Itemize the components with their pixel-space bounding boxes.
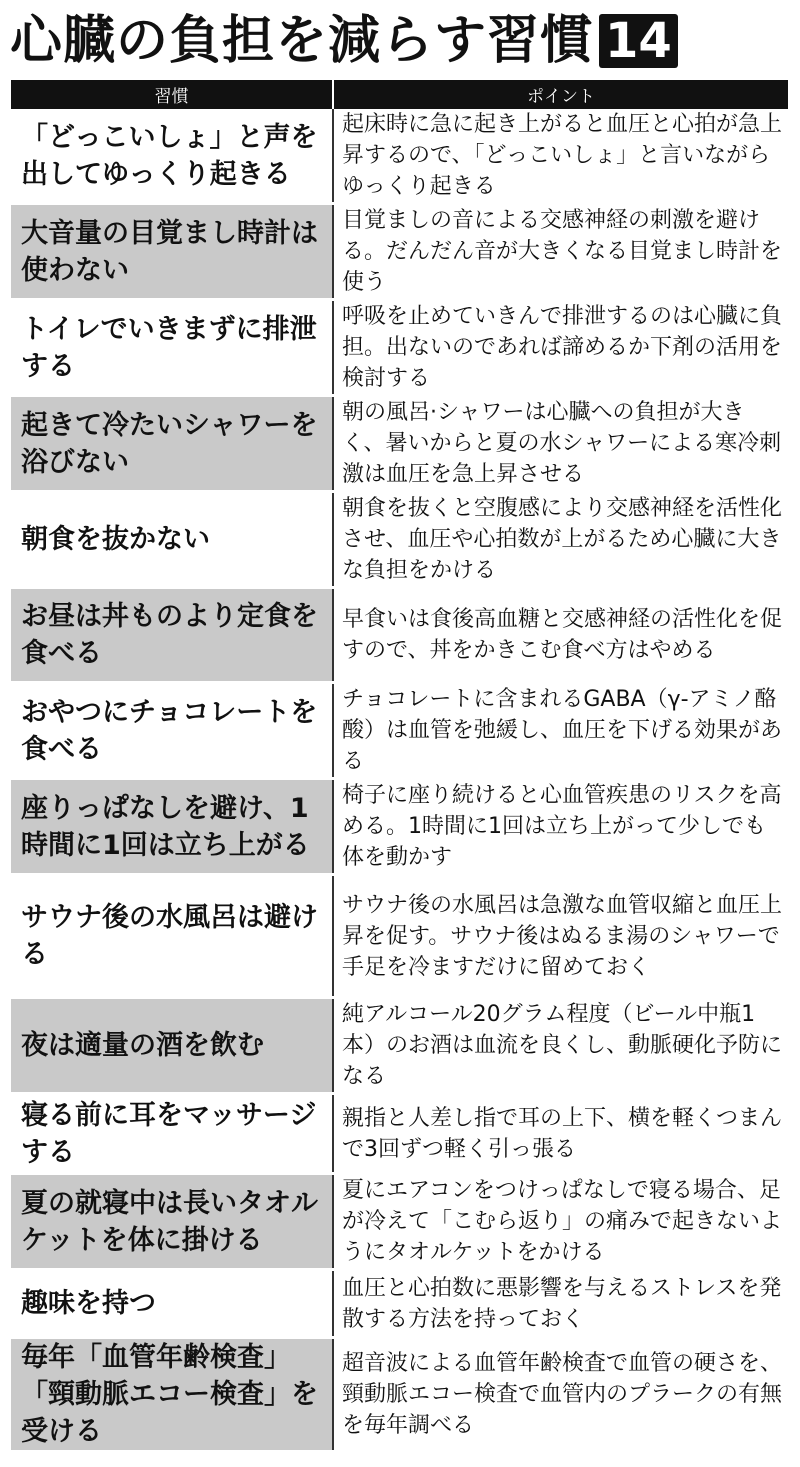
point-cell: 親指と人差し指で耳の上下、横を軽くつまんで3回ずつ軽く引っ張る	[333, 1094, 788, 1174]
point-cell: 夏にエアコンをつけっぱなしで寝る場合、足が冷えて「こむら返り」の痛みで起きないようにタオルケットをかける	[333, 1174, 788, 1270]
habits-table	[11, 80, 788, 1453]
table-row	[11, 492, 788, 588]
table-row	[11, 204, 788, 300]
habit-cell: 朝食を抜かない	[11, 492, 333, 588]
point-cell: 超音波による血管年齢検査で血管の硬さを、頸動脈エコー検査で血管内のプラークの有無を毎年調べる	[333, 1338, 788, 1452]
table-row	[11, 1094, 788, 1174]
table-row	[11, 588, 788, 683]
point-cell: サウナ後の水風呂は急激な血管収縮と血圧上昇を促す。サウナ後はぬるま湯のシャワーで手足を冷ますだけに留めておく	[333, 875, 788, 998]
habit-cell: 夜は適量の酒を飲む	[11, 998, 333, 1094]
table-row	[11, 300, 788, 396]
habit-cell: お昼は丼ものより定食を食べる	[11, 588, 333, 683]
habit-cell: 座りっぱなしを避け、1時間に1回は立ち上がる	[11, 779, 333, 875]
table-header-row	[11, 80, 788, 109]
table-row	[11, 109, 788, 204]
point-cell: 血圧と心拍数に悪影響を与えるストレスを発散する方法を持っておく	[333, 1270, 788, 1338]
habit-cell: 毎年「血管年齢検査」「頸動脈エコー検査」を受ける	[11, 1338, 333, 1452]
header-point: ポイント	[333, 80, 788, 109]
point-cell: 起床時に急に起き上がると血圧と心拍が急上昇するので、「どっこいしょ」と言いながらゆっくり起きる	[333, 109, 788, 204]
table-row	[11, 1270, 788, 1338]
habit-cell: 趣味を持つ	[11, 1270, 333, 1338]
point-cell: 早食いは食後高血糖と交感神経の活性化を促すので、丼をかきこむ食べ方はやめる	[333, 588, 788, 683]
point-cell: 朝食を抜くと空腹感により交感神経を活性化させ、血圧や心拍数が上がるため心臓に大きな負担をかける	[333, 492, 788, 588]
habit-cell: 起きて冷たいシャワーを浴びない	[11, 396, 333, 492]
point-cell: チョコレートに含まれるGABA（γ-アミノ酪酸）は血管を弛緩し、血圧を下げる効果がある	[333, 683, 788, 779]
table-row	[11, 396, 788, 492]
point-cell: 呼吸を止めていきんで排泄するのは心臓に負担。出ないのであれば諦めるか下剤の活用を検討する	[333, 300, 788, 396]
page-title	[10, 8, 678, 74]
habit-cell: 大音量の目覚まし時計は使わない	[11, 204, 333, 300]
header-habit: 習慣	[11, 80, 333, 109]
table-row	[11, 998, 788, 1094]
habit-cell: 夏の就寝中は長いタオルケットを体に掛ける	[11, 1174, 333, 1270]
title-text: 心臓の負担を減らす習慣	[10, 11, 594, 71]
habit-cell: サウナ後の水風呂は避ける	[11, 875, 333, 998]
table-row	[11, 1338, 788, 1452]
habit-cell: 寝る前に耳をマッサージする	[11, 1094, 333, 1174]
habit-cell: トイレでいきまずに排泄する	[11, 300, 333, 396]
point-cell: 純アルコール20グラム程度（ビール中瓶1本）のお酒は血流を良くし、動脈硬化予防になる	[333, 998, 788, 1094]
table-row	[11, 875, 788, 998]
title-number-badge: 14	[599, 14, 678, 68]
table-row	[11, 779, 788, 875]
habit-cell: おやつにチョコレートを食べる	[11, 683, 333, 779]
point-cell: 朝の風呂·シャワーは心臓への負担が大きく、暑いからと夏の水シャワーによる寒冷刺激は血圧を急上昇させる	[333, 396, 788, 492]
point-cell: 目覚ましの音による交感神経の刺激を避ける。だんだん音が大きくなる目覚まし時計を使う	[333, 204, 788, 300]
table-row	[11, 1174, 788, 1270]
habit-cell: 「どっこいしょ」と声を出してゆっくり起きる	[11, 109, 333, 204]
point-cell: 椅子に座り続けると心血管疾患のリスクを高める。1時間に1回は立ち上がって少しでも体を動かす	[333, 779, 788, 875]
table-row	[11, 683, 788, 779]
